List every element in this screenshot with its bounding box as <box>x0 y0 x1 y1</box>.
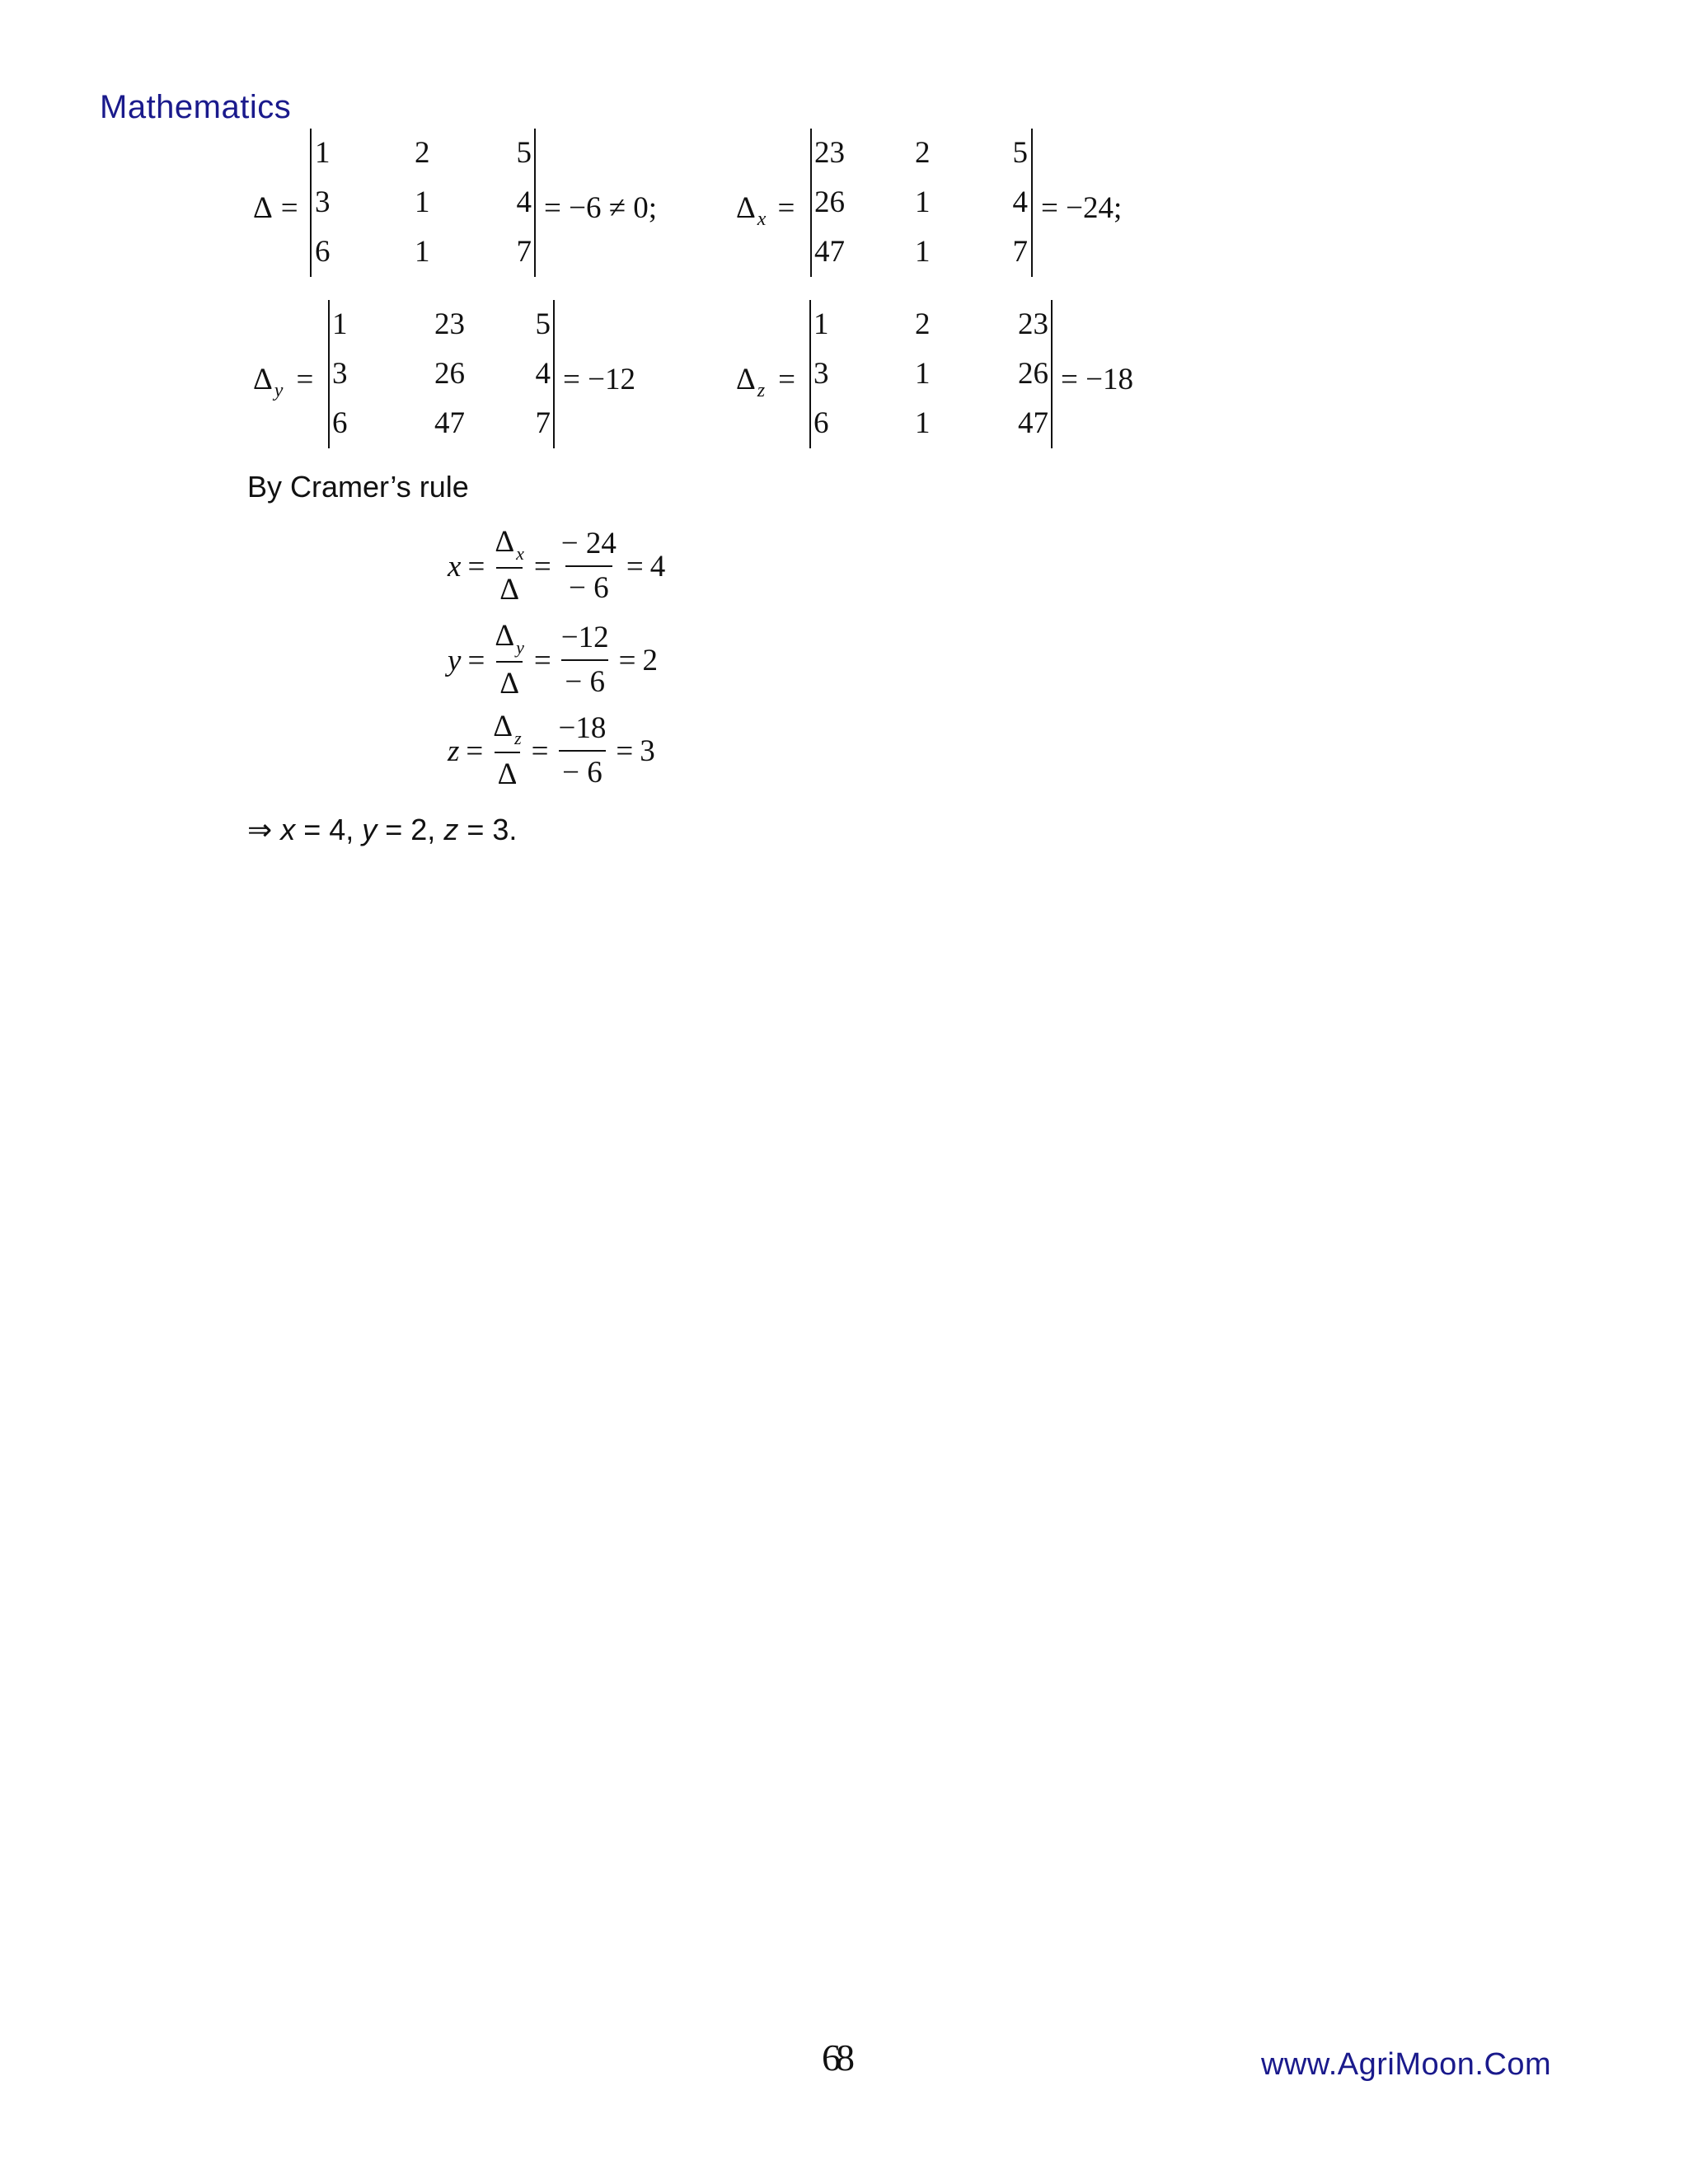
fraction-numerator-symbol: Δ <box>495 619 515 653</box>
cell: 5 <box>516 136 532 170</box>
equals-sign: = <box>467 643 485 677</box>
cell: 4 <box>1012 185 1028 219</box>
cell: 6 <box>814 406 829 440</box>
cell: 2 <box>915 307 931 341</box>
cell: 1 <box>415 235 430 269</box>
conclusion-y-variable: y <box>362 813 377 846</box>
cell: 1 <box>332 307 348 341</box>
running-header: Mathematics <box>100 89 292 125</box>
cell: 1 <box>915 357 931 391</box>
delta-equals: = <box>778 362 796 396</box>
equals-sign: = <box>467 549 485 583</box>
cell: 3 <box>814 357 829 391</box>
equals-sign: = <box>626 549 644 583</box>
cell: 1 <box>415 185 430 219</box>
fraction-numerator-symbol: Δ <box>493 710 513 743</box>
delta-x-result: = −24; <box>1041 190 1123 225</box>
equals-sign: = <box>531 733 549 768</box>
delta-fraction <box>490 707 524 794</box>
delta-equals: = <box>777 190 795 225</box>
cell: 3 <box>315 185 331 219</box>
value-fraction <box>556 709 610 793</box>
page-number: 68 <box>822 2036 850 2079</box>
delta-fraction <box>491 616 528 704</box>
cell: 26 <box>434 357 465 391</box>
cell: 1 <box>915 406 931 440</box>
cell: 47 <box>814 235 845 269</box>
solution-z <box>448 707 655 794</box>
cell: 6 <box>332 406 348 440</box>
conclusion-x-value: = 4, <box>295 813 363 846</box>
website-link[interactable]: www.AgriMoon.Com <box>1261 2047 1552 2082</box>
right-bar <box>553 300 555 448</box>
solution-result: 3 <box>640 733 655 768</box>
solution-result: 2 <box>642 643 658 677</box>
delta-symbol: Δ <box>736 190 756 225</box>
solution-result: 4 <box>649 549 666 583</box>
equals-sign: = <box>466 733 484 768</box>
delta-symbol: Δ <box>736 362 756 396</box>
cell: 47 <box>434 406 465 440</box>
delta-y-result: = −12 <box>563 362 635 396</box>
solution-y <box>448 616 658 704</box>
fraction-numerator-subscript: z <box>514 728 522 748</box>
cell: 2 <box>915 136 931 170</box>
cell: 1 <box>315 136 331 170</box>
solution-variable: x <box>448 549 462 583</box>
fraction-numerator-subscript: x <box>516 543 524 564</box>
fraction-numerator: − 24 <box>560 527 617 560</box>
implies-arrow-icon: ⇒ <box>247 813 273 846</box>
cell: 23 <box>434 307 465 341</box>
solution-variable: z <box>448 733 460 768</box>
cell: 5 <box>535 307 551 341</box>
cell: 7 <box>1012 235 1028 269</box>
delta-symbol: Δ <box>253 362 273 396</box>
value-fraction <box>558 524 620 608</box>
equals-sign: = <box>618 643 636 677</box>
cell: 26 <box>1018 357 1048 391</box>
delta-fraction <box>491 523 528 610</box>
cell: 3 <box>332 357 348 391</box>
delta-equals: = <box>280 190 298 225</box>
equals-sign: = <box>533 643 551 677</box>
cell: 26 <box>814 185 845 219</box>
cell: 7 <box>516 235 532 269</box>
right-bar <box>534 129 536 277</box>
cell: 23 <box>1018 307 1048 341</box>
cell: 1 <box>915 235 931 269</box>
conclusion-z-variable: z <box>443 813 459 846</box>
cell: 6 <box>315 235 331 269</box>
delta-equals: = <box>296 362 314 396</box>
cramers-rule-label: By Cramer’s rule <box>247 470 469 504</box>
delta-subscript: z <box>757 379 766 401</box>
fraction-denominator: − 6 <box>561 659 608 702</box>
left-bar <box>310 129 312 277</box>
cell: 4 <box>535 357 551 391</box>
right-bar <box>1031 129 1033 277</box>
fraction-numerator: −12 <box>560 621 609 654</box>
conclusion-y-value: = 2, <box>377 813 444 846</box>
delta-z-result: = −18 <box>1061 362 1133 396</box>
fraction-denominator: − 6 <box>565 565 612 608</box>
equals-sign: = <box>616 733 634 768</box>
cell: 7 <box>535 406 551 440</box>
fraction-denominator: Δ <box>496 567 523 610</box>
cell: 5 <box>1012 136 1028 170</box>
conclusion-z-value: = 3. <box>458 813 518 846</box>
cell: 2 <box>415 136 430 170</box>
fraction-numerator-symbol: Δ <box>495 525 515 559</box>
delta-subscript: x <box>757 208 767 230</box>
left-bar <box>809 300 811 448</box>
equals-sign: = <box>533 549 551 583</box>
conclusion-line <box>247 813 517 847</box>
cell: 1 <box>915 185 931 219</box>
cell: 4 <box>516 185 532 219</box>
cell: 1 <box>814 307 829 341</box>
conclusion-x-variable: x <box>280 813 296 846</box>
fraction-numerator-subscript: y <box>516 637 524 658</box>
solution-variable: y <box>448 643 462 677</box>
right-bar <box>1051 300 1053 448</box>
value-fraction <box>558 618 612 702</box>
fraction-denominator: Δ <box>495 752 521 794</box>
fraction-denominator: Δ <box>496 661 523 704</box>
cell: 47 <box>1018 406 1048 440</box>
left-bar <box>810 129 812 277</box>
delta-subscript: y <box>274 379 284 401</box>
delta-symbol: Δ <box>253 190 273 225</box>
fraction-denominator: − 6 <box>559 750 606 793</box>
left-bar <box>328 300 330 448</box>
solution-x <box>448 523 665 610</box>
delta-result: = −6 ≠ 0; <box>544 190 658 225</box>
cell: 23 <box>814 136 845 170</box>
fraction-numerator: −18 <box>558 711 607 745</box>
